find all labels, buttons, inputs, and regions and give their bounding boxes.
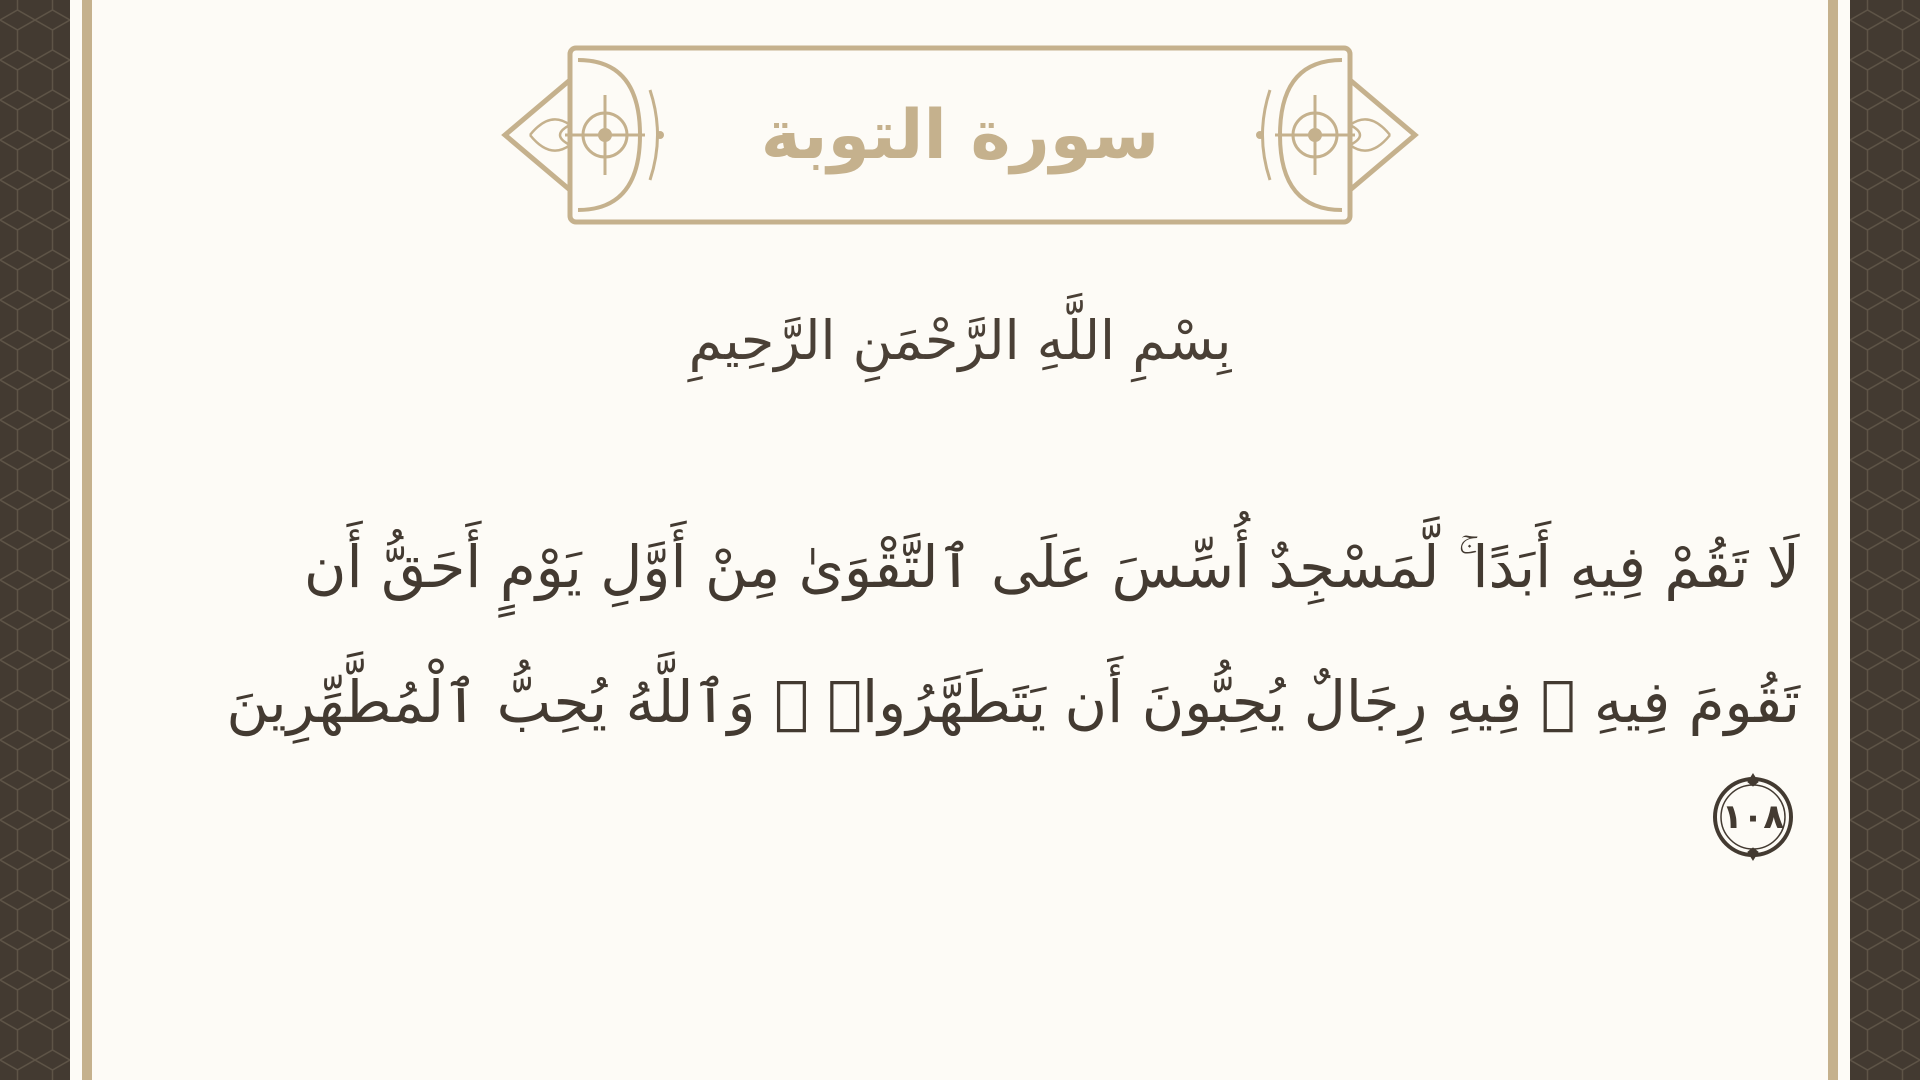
right-ornamental-border [1850,0,1920,1080]
ayah-number: ١٠٨ [1721,797,1785,837]
verse-text [226,500,1800,770]
right-gold-rule [1828,0,1838,1080]
surah-header-frame [500,40,1420,230]
verse-line-2: تَقُومَ فِيهِ ۚ فِيهِ رِجَالٌ يُحِبُّونَ أَن يَتَطَهَّرُوا۟ ۚ وَٱللَّهُ يُحِبُّ ٱلْمُطَّهِّرِينَ [226,668,1800,736]
left-ornamental-border [0,0,70,1080]
right-gap [1838,0,1850,1080]
ayah-number-marker [1708,772,1798,862]
left-gap [70,0,82,1080]
left-gold-rule [82,0,92,1080]
surah-title: سورة التوبة [760,95,1160,175]
basmala: بِسْمِ اللَّهِ الرَّحْمَنِ الرَّحِيمِ [688,308,1232,372]
verse-line-1: لَا تَقُمْ فِيهِ أَبَدًا ۚ لَّمَسْجِدٌ أُسِّسَ عَلَى ٱلتَّقْوَىٰ مِنْ أَوَّلِ يَوْمٍ أَحَقُّ أَن [303,533,1800,601]
